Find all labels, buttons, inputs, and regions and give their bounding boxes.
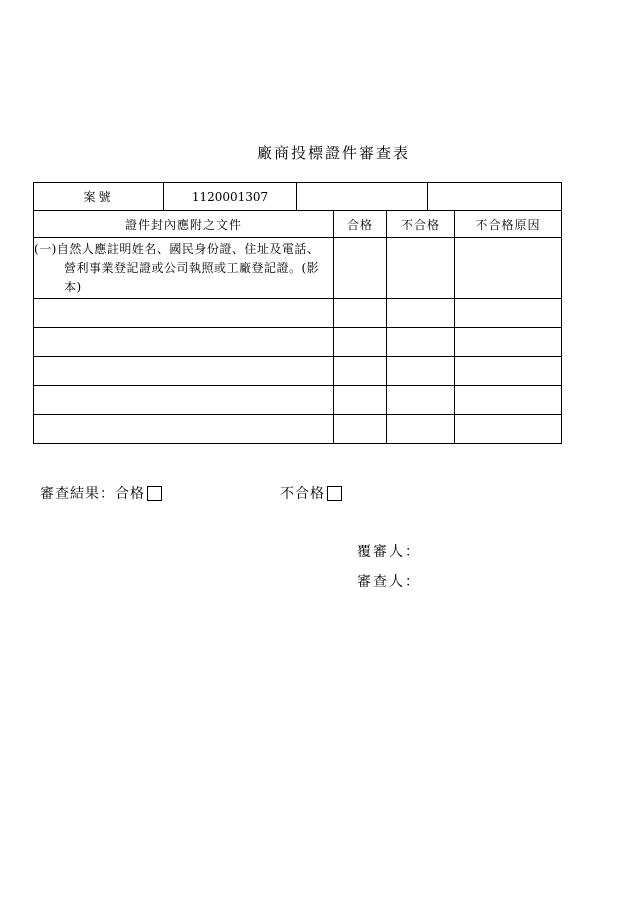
fail-column-header: 不合格 <box>387 211 455 238</box>
table-row <box>34 415 562 444</box>
pass-cell <box>334 238 387 299</box>
documents-column-header: 證件封內應附之文件 <box>34 211 334 238</box>
table-row <box>34 299 562 328</box>
document-item-line1: (一)自然人應註明姓名、國民身份證、住址及電話、 <box>34 241 320 256</box>
case-extra-cell-2 <box>428 183 562 211</box>
table-row <box>34 357 562 386</box>
result-pass-label: 審查結果：合格 <box>40 486 145 502</box>
pass-column-header: 合格 <box>334 211 387 238</box>
reason-cell <box>455 238 562 299</box>
fail-checkbox[interactable] <box>327 486 342 501</box>
fail-cell <box>387 238 455 299</box>
reviewer-label: 審查人： <box>357 574 421 590</box>
column-header-row <box>34 211 562 238</box>
pass-checkbox[interactable] <box>147 486 162 501</box>
re-reviewer-label: 覆審人： <box>357 544 421 560</box>
reason-column-header: 不合格原因 <box>455 211 562 238</box>
form-title: 廠商投標證件審查表 <box>256 144 410 162</box>
review-result-fail <box>280 483 342 503</box>
review-result <box>40 483 162 503</box>
table-row <box>34 328 562 357</box>
result-fail-label: 不合格 <box>280 486 325 502</box>
case-label: 案號 <box>34 183 164 211</box>
table-row <box>34 238 562 299</box>
document-item <box>34 238 334 299</box>
table-row <box>34 386 562 415</box>
review-table <box>33 182 562 444</box>
case-extra-cell-1 <box>297 183 428 211</box>
case-number: 1120001307 <box>164 183 297 211</box>
case-row <box>34 183 562 211</box>
document-item-line2: 營利事業登記證或公司執照或工廠登記證。(影本) <box>64 260 320 294</box>
